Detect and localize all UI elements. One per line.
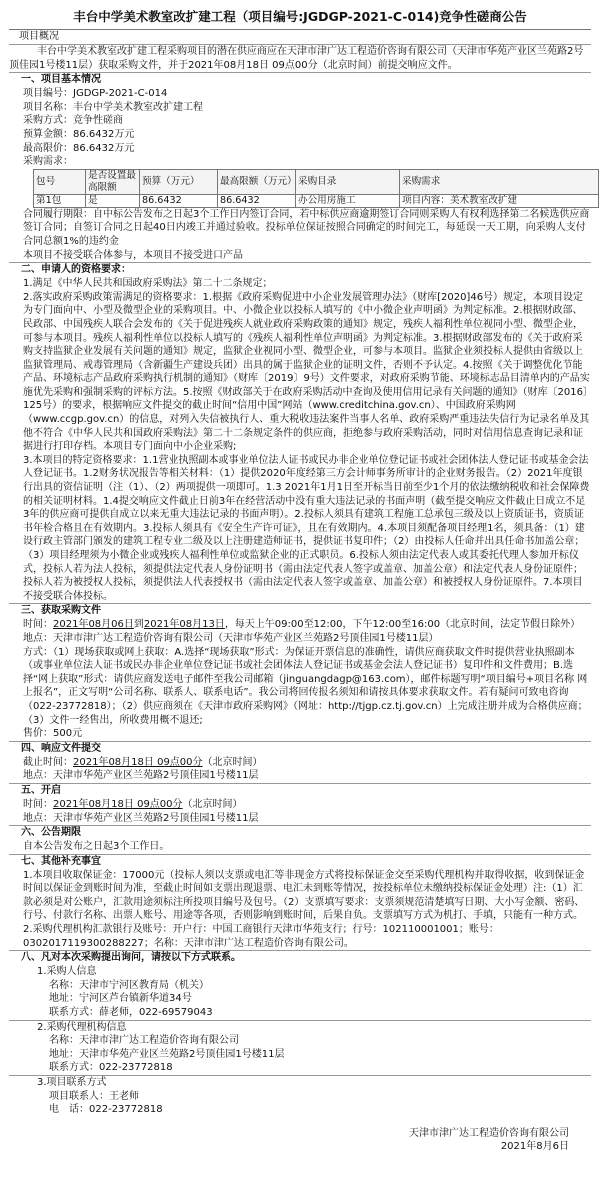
- submission-deadline-label: 截止时间：: [23, 756, 73, 768]
- sec2-heading: 二、申请人的资格要求：: [21, 264, 131, 276]
- acquire-end-date: 2021年08月13日: [143, 619, 225, 631]
- purchaser-title: 1.采购人信息: [37, 966, 97, 978]
- sec1-heading: 一、项目基本情况: [21, 74, 101, 86]
- qualification-2: 2.落实政府采购政策需满足的资格要求：1.根据《政府采购促进中小企业发展管理办法》（财库[2020]46号）规定，本项目设定为专门面向中、小型及微型企业的采购项目。中、小微企业以投标人填写的《中小微企业声明函》为判定标准。2.根据财政部、民政部、中国残疾人联合会发布的《关于促进残疾人就业政府采购政策的通知》规定，残疾人福利性单位视同小型、微型企业，可参与本项目。残疾人福利性单位以投标人填写的《残疾人福利性单位声明函》为判定标准。3.根据财政部发布的《关于政府采购支持监狱企业发展有关问题的通知》规定，监狱企业视同小型、微型企业，可参与本项目。监狱企业须投标人提供由省级以上监狱管理局、戒毒管理局（含新疆生产建设兵团）出具的属于监狱企业的证明文件，否则不予认定。4.按照《关于调整优化节能产品、环境标志产品政府采购执行机制的通知》（财库〔2019〕9号）文件要求，对政府采购节能、环境标志品目清单内的产品实施优先采购和强制采购的评标方法。5.按照《财政部关于在政府采购活动中查询及使用信用记录有关问题的通知》（财库〔2016〕125号）的要求，根据响应文件提交的截止时间“信用中国”网站（www.creditchina.gov.cn）、中国政府采购网（www.ccgp.gov.cn）的信息，对列入失信被执行人、重大税收违法案件当事人名单、政府采购严重违法失信行为记录名单及其他不符合《中华人民共和国政府采购法》第二十二条规定条件的供应商，拒绝参与政府采购活动，同时对信用信息查询记录和证据进行打印存档。本项目专门面向中小企业采购;: [23, 291, 590, 453]
- project-number: 项目编号：JGDGP-2021-C-014: [23, 88, 168, 100]
- contract-term: 合同履行期限：自中标公告发布之日起3个工作日内签订合同，若中标供应商逾期签订合同则采购人有权利选择第二名候选供应商签订合同；自签订合同之日起40日内竣工并通过验收。投标单位保证按照合同确定的时间完工，每延误一天工期，向采购人支付合同总额1%的违约金: [23, 208, 590, 247]
- col-header-needs: 采购需求: [400, 169, 599, 194]
- purchaser-contact: 联系方式：薛老师，022-69579043: [49, 1007, 213, 1019]
- max-price: 最高限价：86.6432万元: [23, 142, 135, 154]
- document-price: 售价：500元: [23, 728, 83, 740]
- purchaser-address: 地址：宁河区芦台镇新华道34号: [49, 993, 192, 1005]
- cell-package: 第1包: [34, 194, 86, 207]
- acquire-method: 方式：（1）现场获取或网上获取：A.选择“现场获取”形式：为保证开票信息的准确性，请供应商获取文件时提供营业执照副本（或事业单位法人证书或民办非企业单位登记证书或社会团体法人登记证书或基金会法人登记证书）复印件和文件费用；B.选择“网上获取”形式：请供应商发送电子邮件至我公司邮箱（jinguangdagp@163.com），邮件标题写明“项目编号+项目名称 网上报名”，正文写明“公司名称、联系人、联系电话”。我公司将回传报名须知和请按具体要求获取文件。若有疑问可致电咨询（022-23772818）；（2）供应商须在《天津市政府采购网》（网址：http://tjgp.cz.tj.gov.cn）上完成注册并成为合格供应商；（3）文件一经售出，所收费用概不退还;: [23, 646, 588, 726]
- page-title: 丰台中学美术教室改扩建工程（项目编号:JGDGP-2021-C-014)竞争性磋商公告: [73, 9, 527, 24]
- sec5-heading: 五、开启: [21, 784, 61, 796]
- announcement-period: 自本公告发布之日起3个工作日。: [23, 841, 170, 853]
- procurement-method: 采购方式：竞争性磋商: [23, 115, 123, 127]
- opening-time-label: 时间：: [23, 798, 53, 810]
- project-contact-title: 3.项目联系方式: [37, 1077, 107, 1088]
- acquire-time-tail: ，每天上午09:00至12:00，下午12:00至16:00（北京时间，法定节假日除外）: [224, 619, 581, 631]
- submission-place: 地点：天津市华苑产业区兰苑路2号顶佳园1号楼11层: [23, 770, 259, 782]
- cell-budget: 86.6432: [140, 194, 218, 207]
- col-header-catalog: 采购目录: [296, 169, 400, 194]
- overview-label: 项目概况: [19, 31, 59, 42]
- submission-deadline-tail: （北京时间）: [202, 756, 263, 768]
- sec8-heading: 八、凡对本次采购提出询问，请按以下方式联系。: [21, 952, 241, 964]
- consortium-note: 本项目不接受联合体参与，本项目不接受进口产品: [23, 249, 243, 261]
- submission-deadline-value: 2021年08月18日 09点00分: [73, 756, 203, 768]
- qualification-3: 3.本项目的特定资格要求：1.1营业执照副本或事业单位法人证书或民办非企业单位登记证书或社会团体法人登记证书或基金会法人登记证书。1.2财务状况报告等相关材料：（1）提供2020年度经第三方会计师事务所审计的企业财务报告。（2）2021年度银行出具的资信证明（注（1）、（2）两项提供一项即可。1.3 2021年1月1日至开标当日前至少1个月的依法缴纳税收和社会保障费的相关证明材料。1.4提交响应文件截止日前3年在经营活动中没有重大违法记录的书面声明（截至提交响应文件截止日成立不足3年的供应商可提供自成立以来无重大违法记录的书面声明）。2.投标人须具有建筑工程施工总承包三级及以上资质证书，资质证书年检合格且在有效期内。3.投标人须具有《安全生产许可证》，且在有效期内。4.本项目须配备项目经理1名，须具备：（1）建设行政主管部门颁发的建筑工程专业二级及以上注册建造师证书，提供证书复印件；（2）由投标人任命并出具任命书加盖公章；（3）项目经理须为小微企业或残疾人福利性单位或监狱企业的正式职员。6.投标人须由法定代表人或其委托代理人参加开标仪式，投标人若为法人投标，须提供法定代表人身份证明书（需由法定代表人签字或盖章、加盖公章）和法定代表人身份证原件；投标人若为被授权人投标，须提供法人代表授权书（需由法定代表人签字或盖章、加盖公章）和被授权人身份证原件。7.本项目不接受联合体投标。: [23, 454, 590, 602]
- acquire-time: [9, 618, 591, 632]
- overview-text: 丰台中学美术教室改扩建工程采购项目的潜在供应商应在天津市津广达工程造价咨询有限公司（天津市华苑产业区兰苑路2号顶佳园1号楼11层）获取采购文件，并于2021年08月18日 09点00分（北京时间）前提交响应文件。: [9, 46, 584, 71]
- table-row: [34, 194, 599, 207]
- cell-needs: 项目内容：美术教室改扩建: [400, 194, 599, 207]
- cell-catalog: 办公用房施工: [296, 194, 400, 207]
- acquire-time-mid: 到: [133, 619, 144, 631]
- opening-time-tail: （北京时间）: [182, 798, 243, 810]
- project-name: 项目名称：丰台中学美术教室改扩建工程: [23, 101, 203, 113]
- sec7-heading: 七、其他补充事宜: [21, 855, 101, 867]
- opening-place: 地点：天津市华苑产业区兰苑路2号顶佳园1号楼11层: [23, 812, 259, 824]
- purchaser-name: 名称：天津市宁河区教育局（机关）: [49, 979, 209, 991]
- col-header-max-limit: 最高限额（万元）: [218, 169, 296, 194]
- budget-amount: 预算金额：86.6432万元: [23, 128, 135, 140]
- sec4-heading: 四、响应文件提交: [21, 742, 101, 754]
- sec6-heading: 六、公告期限: [21, 827, 81, 839]
- opening-time: [9, 798, 591, 812]
- footer-org: 天津市津广达工程造价咨询有限公司: [409, 1127, 569, 1139]
- opening-time-value: 2021年08月18日 09点00分: [53, 798, 183, 810]
- cell-has-limit: 是: [86, 194, 140, 207]
- package-table-header: [34, 169, 599, 194]
- cell-max-limit: 86.6432: [218, 194, 296, 207]
- agency-contact: 联系方式：022-23772818: [49, 1062, 173, 1074]
- qualification-1: 1.满足《中华人民共和国政府采购法》第二十二条规定；: [23, 278, 273, 290]
- agency-address: 地址：天津市华苑产业区兰苑路2号顶佳园1号楼11层: [49, 1048, 285, 1060]
- agency-title: 2.采购代理机构信息: [37, 1021, 127, 1033]
- acquire-time-label: 时间：: [23, 619, 53, 631]
- procurement-needs-label: 采购需求：: [23, 156, 73, 168]
- project-contact-person: 项目联系人：王老师: [49, 1090, 139, 1102]
- submission-deadline: [9, 756, 591, 770]
- acquire-start-date: 2021年08月06日: [53, 619, 134, 631]
- sec3-heading: 三、获取采购文件: [21, 605, 101, 617]
- agency-name: 名称：天津市津广达工程造价咨询有限公司: [49, 1035, 239, 1047]
- col-header-has-limit: 是否设置最高限额: [86, 169, 140, 194]
- package-table: [33, 169, 599, 208]
- footer-date: 2021年8月6日: [500, 1141, 569, 1153]
- col-header-package: 包号: [34, 169, 86, 194]
- project-contact-phone: 电 话：022-23772818: [49, 1104, 163, 1116]
- deposit-info: 1.本项目收取保证金：17000元（投标人须以支票或电汇等非现金方式将投标保证金交至采购代理机构并取得收据，收到保证金时间以保证金到账时间为准，至截止时间如支票出现退票、电汇未到账等情况，按投标单位未缴纳投标保证金处理）注:（1）汇款必须是对公账户，汇款用途须标注所投项目编号及包号。（2）支票填写要求：支票须规范清楚填写日期、大小写金额、密码、行号、付款行名称、出票人账号、用途等各项，否则影响到账时间，后果自负。支票填写方式为机打、手填，只能有一种方式。2.采购代理机构汇款银行及账号：开户行：中国工商银行天津市华苑支行；行号：102110001001；账号：0302017119300288227；名称：天津市津广达工程造价咨询有限公司。: [23, 869, 585, 949]
- col-header-budget: 预算（万元）: [140, 169, 218, 194]
- acquire-place: 地点：天津市津广达工程造价咨询有限公司（天津市华苑产业区兰苑路2号顶佳园1号楼11层）: [23, 632, 439, 644]
